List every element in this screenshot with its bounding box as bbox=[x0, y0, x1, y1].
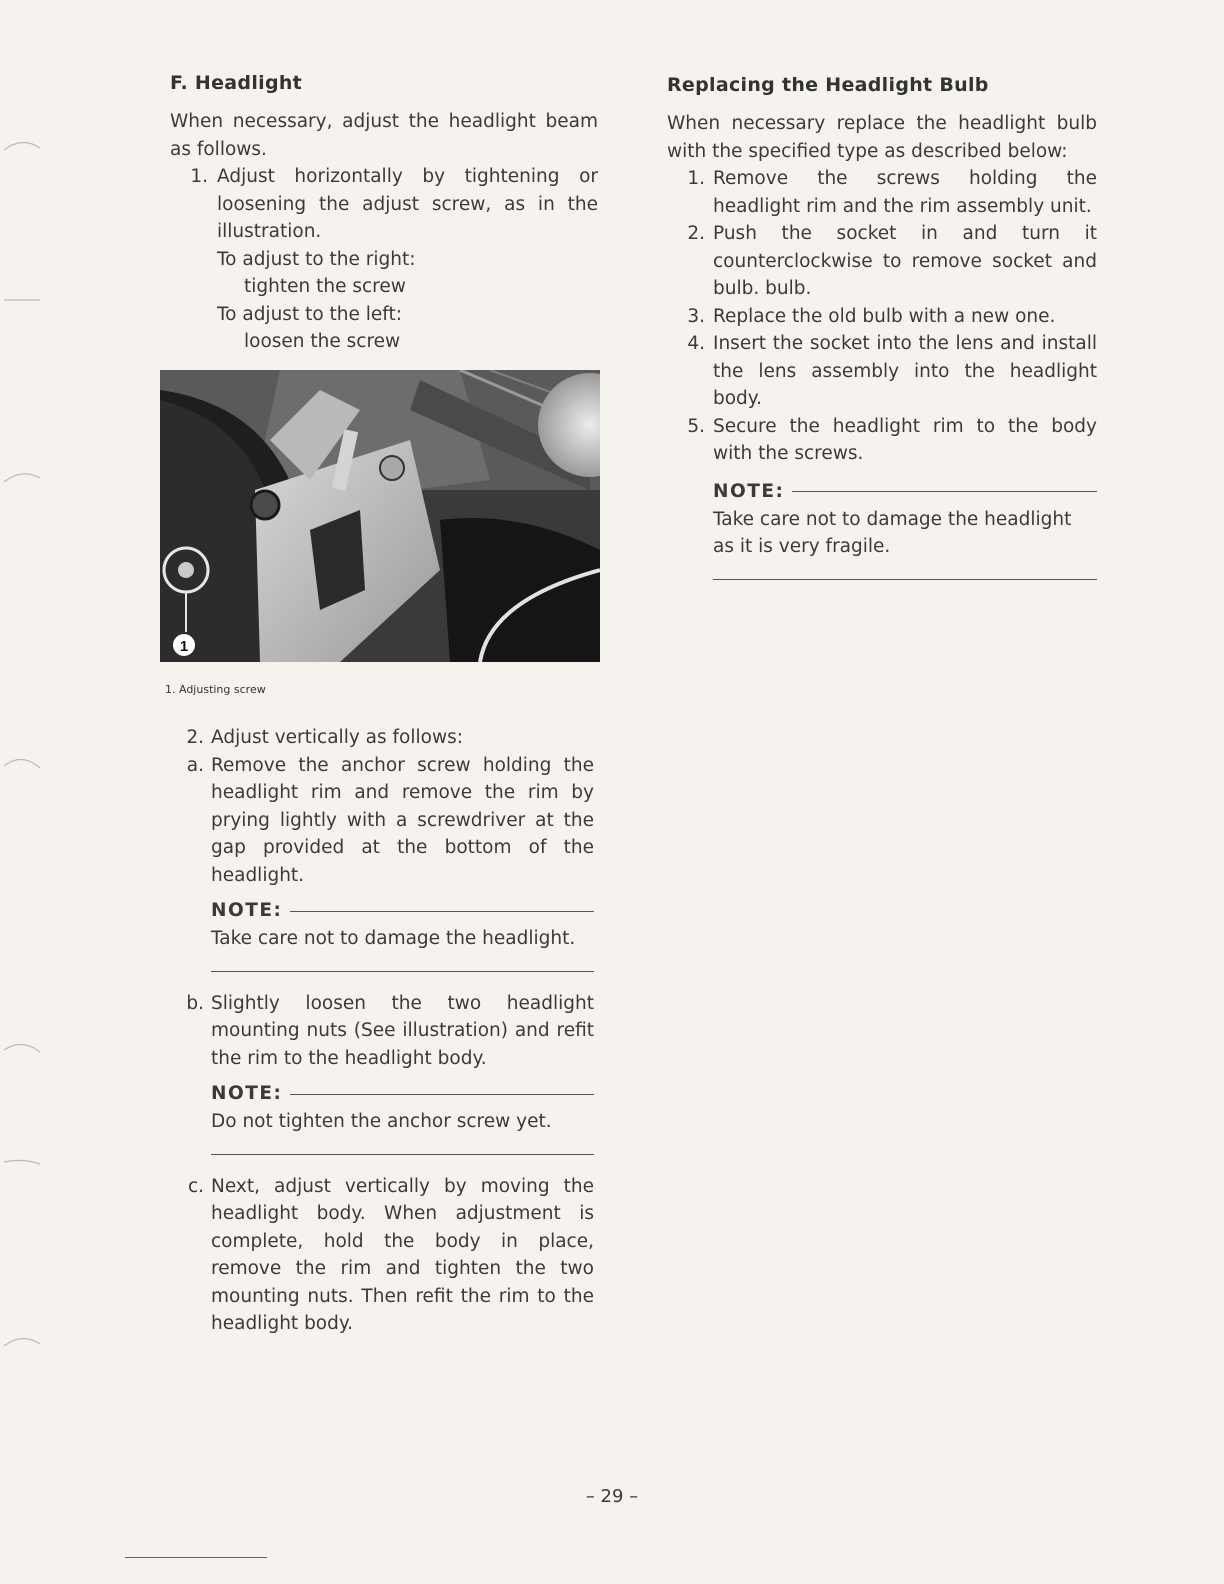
callout-number: 1 bbox=[179, 638, 189, 655]
note-a bbox=[211, 897, 594, 972]
note-text: Take care not to damage the headlight. bbox=[211, 928, 576, 949]
note-label: NOTE: bbox=[211, 900, 283, 921]
intro-paragraph: When necessary, adjust the headlight beam as follows. bbox=[170, 111, 598, 160]
note-end-rule bbox=[211, 971, 594, 972]
bulb-step-2 bbox=[667, 220, 1097, 303]
bulb-step-3 bbox=[667, 303, 1097, 331]
step-text: Adjust horizontally by tightening or loosening the adjust screw, as in the illustration. bbox=[217, 166, 598, 242]
substep-text: Next, adjust vertically by moving the headlight body. When adjustment is complete, hold the body in place, remove the rim and tighten the two mounting nuts. Then refit the rim to the headlight body. bbox=[211, 1175, 594, 1334]
step-number: 3. bbox=[687, 305, 705, 327]
scan-mark bbox=[0, 1036, 44, 1058]
substep-text: Slightly loosen the two headlight mounting nuts (See illustration) and refit the rim to the headlight body. bbox=[211, 992, 594, 1069]
figure-caption: 1. Adjusting screw bbox=[165, 683, 266, 696]
note-rule bbox=[792, 491, 1097, 492]
substep-letter: a. bbox=[186, 754, 204, 776]
scan-mark bbox=[0, 1330, 44, 1352]
bulb-note bbox=[713, 478, 1097, 580]
scan-mark bbox=[0, 752, 44, 774]
step-text: Secure the headlight rim to the body with the screws. bbox=[713, 415, 1097, 464]
note-text: Take care not to damage the headlight as it is very fragile. bbox=[713, 508, 1072, 557]
step-2 bbox=[170, 724, 594, 752]
note-end-rule bbox=[713, 579, 1097, 580]
left-column-bottom bbox=[170, 724, 594, 1338]
headlight-photo bbox=[160, 370, 600, 662]
scan-mark bbox=[0, 466, 44, 488]
right-column bbox=[667, 74, 1097, 580]
step-number: 2. bbox=[186, 727, 204, 748]
step-text: Replace the old bulb with a new one. bbox=[713, 305, 1056, 327]
note-rule bbox=[290, 911, 594, 912]
note-rule bbox=[290, 1094, 594, 1095]
substep-letter: c. bbox=[187, 1175, 204, 1197]
step-number: 1. bbox=[190, 166, 208, 187]
substep-b bbox=[170, 990, 594, 1073]
step-number: 1. bbox=[687, 168, 705, 189]
note-label: NOTE: bbox=[211, 1083, 283, 1104]
bulb-step-1 bbox=[667, 165, 1097, 220]
step-number: 5. bbox=[687, 415, 705, 437]
step-number: 2. bbox=[687, 223, 705, 244]
note-text: Do not tighten the anchor screw yet. bbox=[211, 1111, 552, 1132]
left-column-top bbox=[170, 72, 598, 356]
step-text: Remove the screws holding the headlight rim and the rim assembly unit. bbox=[713, 168, 1097, 217]
substep-letter: b. bbox=[186, 992, 204, 1014]
bulb-step-5 bbox=[667, 413, 1097, 468]
headlight-illustration bbox=[160, 370, 600, 662]
step-text: Adjust vertically as follows: bbox=[211, 727, 463, 748]
note-b bbox=[211, 1080, 594, 1155]
page-number: – 29 – bbox=[585, 1486, 639, 1507]
note-label: NOTE: bbox=[713, 480, 785, 502]
scan-mark bbox=[0, 134, 44, 156]
scan-mark bbox=[0, 1152, 44, 1174]
adjust-right-label: To adjust to the right: bbox=[217, 248, 416, 270]
adjust-left-label: To adjust to the left: bbox=[217, 303, 402, 325]
step-number: 4. bbox=[687, 333, 705, 354]
substep-text: Remove the anchor screw holding the headlight rim and remove the rim by prying lightly with a screwdriver at the gap provided at the bottom of the headlight. bbox=[211, 754, 594, 886]
substep-a bbox=[170, 752, 594, 890]
substep-c bbox=[170, 1173, 594, 1338]
intro-paragraph: When necessary replace the headlight bulb with the specified type as described below: bbox=[667, 113, 1097, 162]
note-end-rule bbox=[211, 1154, 594, 1155]
section-heading: Replacing the Headlight Bulb bbox=[667, 74, 989, 96]
scan-edge-line bbox=[125, 1557, 267, 1558]
step-text: Insert the socket into the lens and install the lens assembly into the headlight body. bbox=[713, 333, 1097, 409]
scan-mark bbox=[0, 290, 44, 312]
section-heading: F. Headlight bbox=[170, 72, 303, 94]
step-text: Push the socket in and turn it counterclockwise to remove socket and bulb. bulb. bbox=[713, 223, 1097, 299]
adjust-right-action: tighten the screw bbox=[244, 276, 406, 297]
adjust-left-action: loosen the screw bbox=[244, 331, 401, 352]
step-1 bbox=[170, 163, 598, 246]
bulb-step-4 bbox=[667, 330, 1097, 413]
